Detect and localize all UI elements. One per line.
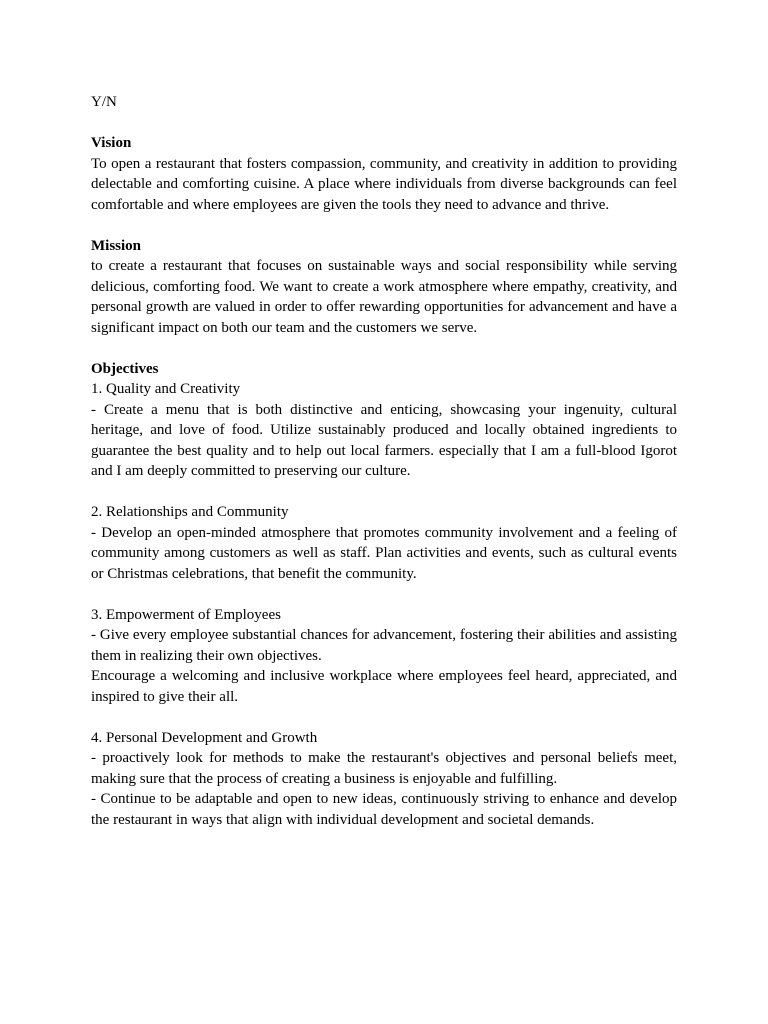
objective-title: 3. Empowerment of Employees bbox=[91, 606, 281, 623]
objective-title: 4. Personal Development and Growth bbox=[91, 729, 318, 746]
vision-heading: Vision bbox=[91, 135, 132, 151]
objective-paragraph: - Give every employee substantial chances for advancement, fostering their abilities and assisting them in realizing their own objectives. bbox=[91, 627, 677, 664]
spacer bbox=[91, 707, 677, 728]
vision-text: To open a restaurant that fosters compassion, community, and creativity in addition to providing delectable and comforting cuisine. A place where individuals from diverse backgrounds can feel comfortable and where employees are given the tools they need to advance and thrive. bbox=[91, 155, 677, 213]
spacer bbox=[91, 113, 677, 134]
objectives-heading: Objectives bbox=[91, 360, 159, 377]
objective-title: 2. Relationships and Community bbox=[91, 504, 289, 520]
objective-title: 1. Quality and Creativity bbox=[91, 381, 241, 397]
objective-paragraph: Encourage a welcoming and inclusive workplace where employees feel heard, appreciated, and inspired to give their all. bbox=[91, 668, 677, 705]
document-page bbox=[91, 92, 677, 830]
mission-text: to create a restaurant that focuses on sustainable ways and social responsibility while serving delicious, comforting food. We want to create a work atmosphere where empathy, creativity, and personal growth are valued in order to offer rewarding opportunities for advancement and have a significant impact on both our team and the customers we serve. bbox=[91, 258, 677, 336]
spacer bbox=[91, 482, 677, 503]
objective-paragraph: - Continue to be adaptable and open to new ideas, continuously striving to enhance and develop the restaurant in ways that align with individual development and societal demands. bbox=[91, 791, 677, 828]
yn-label: Y/N bbox=[91, 94, 117, 110]
spacer bbox=[91, 215, 677, 236]
objective-paragraph: - proactively look for methods to make the restaurant's objectives and personal beliefs meet, making sure that the process of creating a business is enjoyable and fulfilling. bbox=[91, 750, 677, 787]
objective-paragraph: - Develop an open-minded atmosphere that promotes community involvement and a feeling of community among customers as well as staff. Plan activities and events, such as cultural events or Christmas celebrations, that benefit the community. bbox=[91, 524, 677, 582]
spacer bbox=[91, 338, 677, 359]
mission-heading: Mission bbox=[91, 237, 142, 254]
spacer bbox=[91, 584, 677, 605]
objective-paragraph: - Create a menu that is both distinctive and enticing, showcasing your ingenuity, cultural heritage, and love of food. Utilize sustainably produced and locally obtained ingredients to guarantee the best quality and to help out local farmers. especially that I am a full-blood Igorot and I am deeply committed to preserving our culture. bbox=[91, 401, 677, 479]
